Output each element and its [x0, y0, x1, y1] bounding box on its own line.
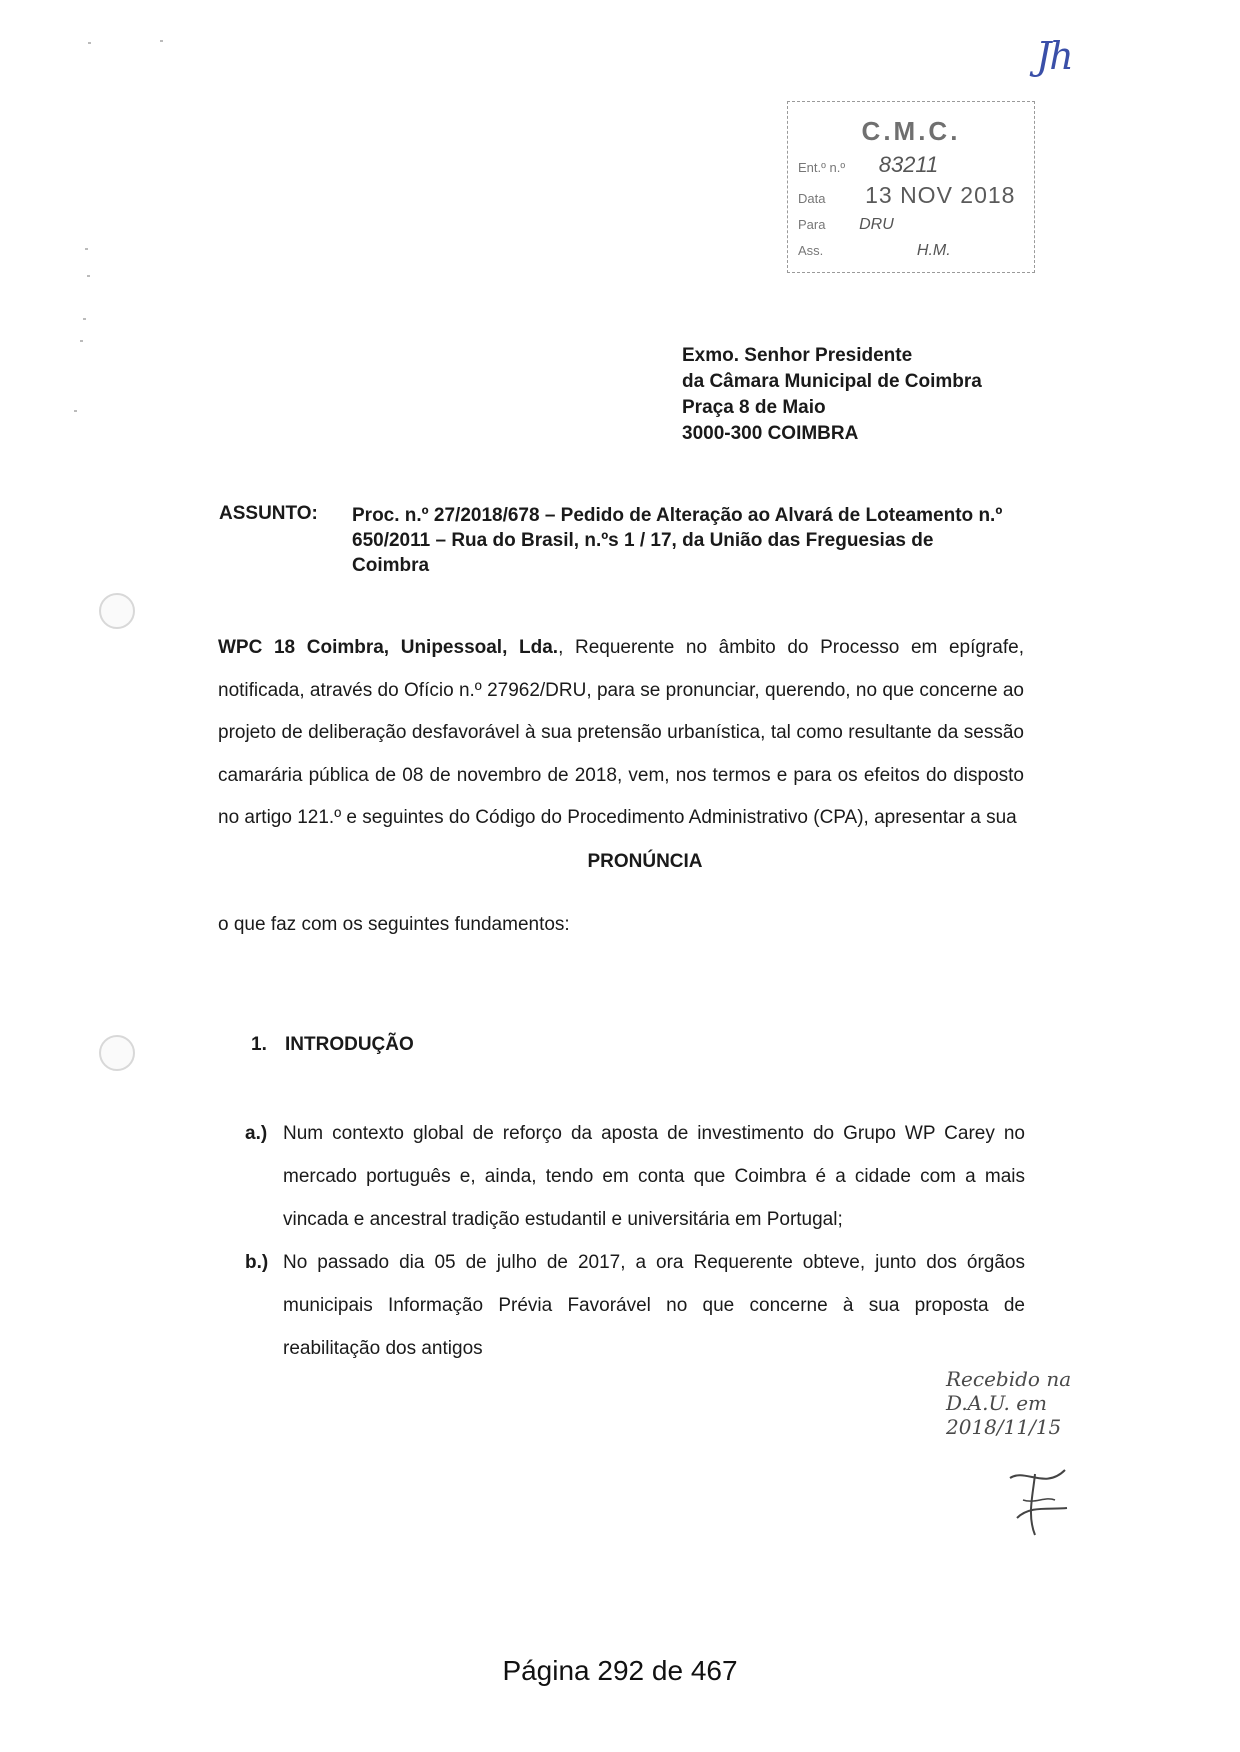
stamp-entry-row	[798, 152, 938, 178]
stamp-date-label: Data	[798, 191, 826, 206]
company-name: WPC 18 Coimbra, Unipessoal, Lda.	[218, 637, 559, 658]
punch-hole	[99, 593, 135, 629]
stamp-date: 13 NOV 2018	[865, 182, 1016, 208]
pronuncia-title: PRONÚNCIA	[587, 851, 703, 872]
scan-speck	[85, 248, 88, 250]
scan-speck	[88, 42, 91, 44]
subject-line: 650/2011 – Rua do Brasil, n.ºs 1 / 17, da União das Freguesias de Coimbra	[352, 530, 934, 576]
stamp-para-value: DRU	[859, 216, 894, 233]
pronuncia-heading	[0, 851, 1240, 873]
handwritten-line: D.A.U. em	[946, 1391, 1048, 1415]
intro-paragraph	[218, 627, 1024, 840]
fundamentos-text: o que faz com os seguintes fundamentos:	[218, 914, 570, 935]
handwritten-line: Recebido na	[946, 1367, 1072, 1391]
handwritten-note	[946, 1367, 1116, 1439]
stamp-ass-value: H.M.	[916, 242, 951, 259]
stamp-title: C.M.C.	[861, 116, 961, 146]
signature-icon	[1005, 1460, 1075, 1540]
list-item-label: a.)	[245, 1123, 268, 1144]
stamp-para-label: Para	[798, 217, 826, 232]
scan-speck	[74, 410, 77, 412]
reception-stamp	[787, 101, 1035, 273]
addressee-line: 3000-300 COIMBRA	[682, 423, 859, 444]
section-number: 1.	[251, 1034, 267, 1055]
intro-text: , Requerente no âmbito do Processo em epígrafe, notificada, através do Ofício n.º 27962/DRU, para se pronunciar, querendo, no que concerne ao projeto de deliberação desfavorável à sua pretensão urbanística, tal como resultante da sessão camarária pública de 08 de novembro de 2018, vem, nos termos e para os efeitos do disposto no artigo 121.º e seguintes do Código do Procedimento Administrativo (CPA), apresentar a sua	[218, 637, 1024, 828]
stamp-entry-label: Ent.º n.º	[798, 160, 846, 175]
stamp-para-row	[798, 216, 894, 234]
section-title: INTRODUÇÃO	[285, 1034, 414, 1055]
handwritten-initials: Jh	[1036, 34, 1072, 78]
addressee-line: da Câmara Municipal de Coimbra	[682, 371, 982, 392]
stamp-date-row	[798, 182, 1015, 209]
page-number-footer: Página 292 de 467	[502, 1655, 738, 1686]
stamp-ass-row	[798, 242, 951, 260]
addressee-block	[682, 343, 982, 447]
stamp-entry-number: 83211	[878, 152, 939, 177]
addressee-line: Praça 8 de Maio	[682, 397, 826, 418]
list-item-text: Num contexto global de reforço da aposta de investimento do Grupo WP Carey no mercado português e, ainda, tendo em conta que Coimbra é a cidade com a mais vincada e ancestral tradição estudantil e universitária em Portugal;	[283, 1123, 1025, 1230]
subject-text	[352, 503, 1012, 578]
stamp-ass-label: Ass.	[798, 243, 824, 258]
handwritten-line: 2018/11/15	[946, 1415, 1062, 1439]
list-item	[245, 1112, 1025, 1241]
subject-label: ASSUNTO:	[219, 503, 318, 524]
scan-speck	[80, 340, 83, 342]
list-item-label: b.)	[245, 1252, 269, 1273]
scan-speck	[160, 40, 163, 42]
section-heading	[251, 1034, 414, 1056]
scan-speck	[87, 275, 90, 277]
list-item-text: No passado dia 05 de julho de 2017, a ora Requerente obteve, junto dos órgãos municipais Informação Prévia Favorável no que concerne à sua proposta de reabilitação dos antigos	[283, 1252, 1025, 1359]
scan-speck	[83, 318, 86, 320]
addressee-line: Exmo. Senhor Presidente	[682, 345, 913, 366]
punch-hole	[99, 1035, 135, 1071]
list-item	[245, 1241, 1025, 1370]
subject-line: Proc. n.º 27/2018/678 – Pedido de Alteração ao Alvará de Loteamento n.º	[352, 505, 1003, 526]
